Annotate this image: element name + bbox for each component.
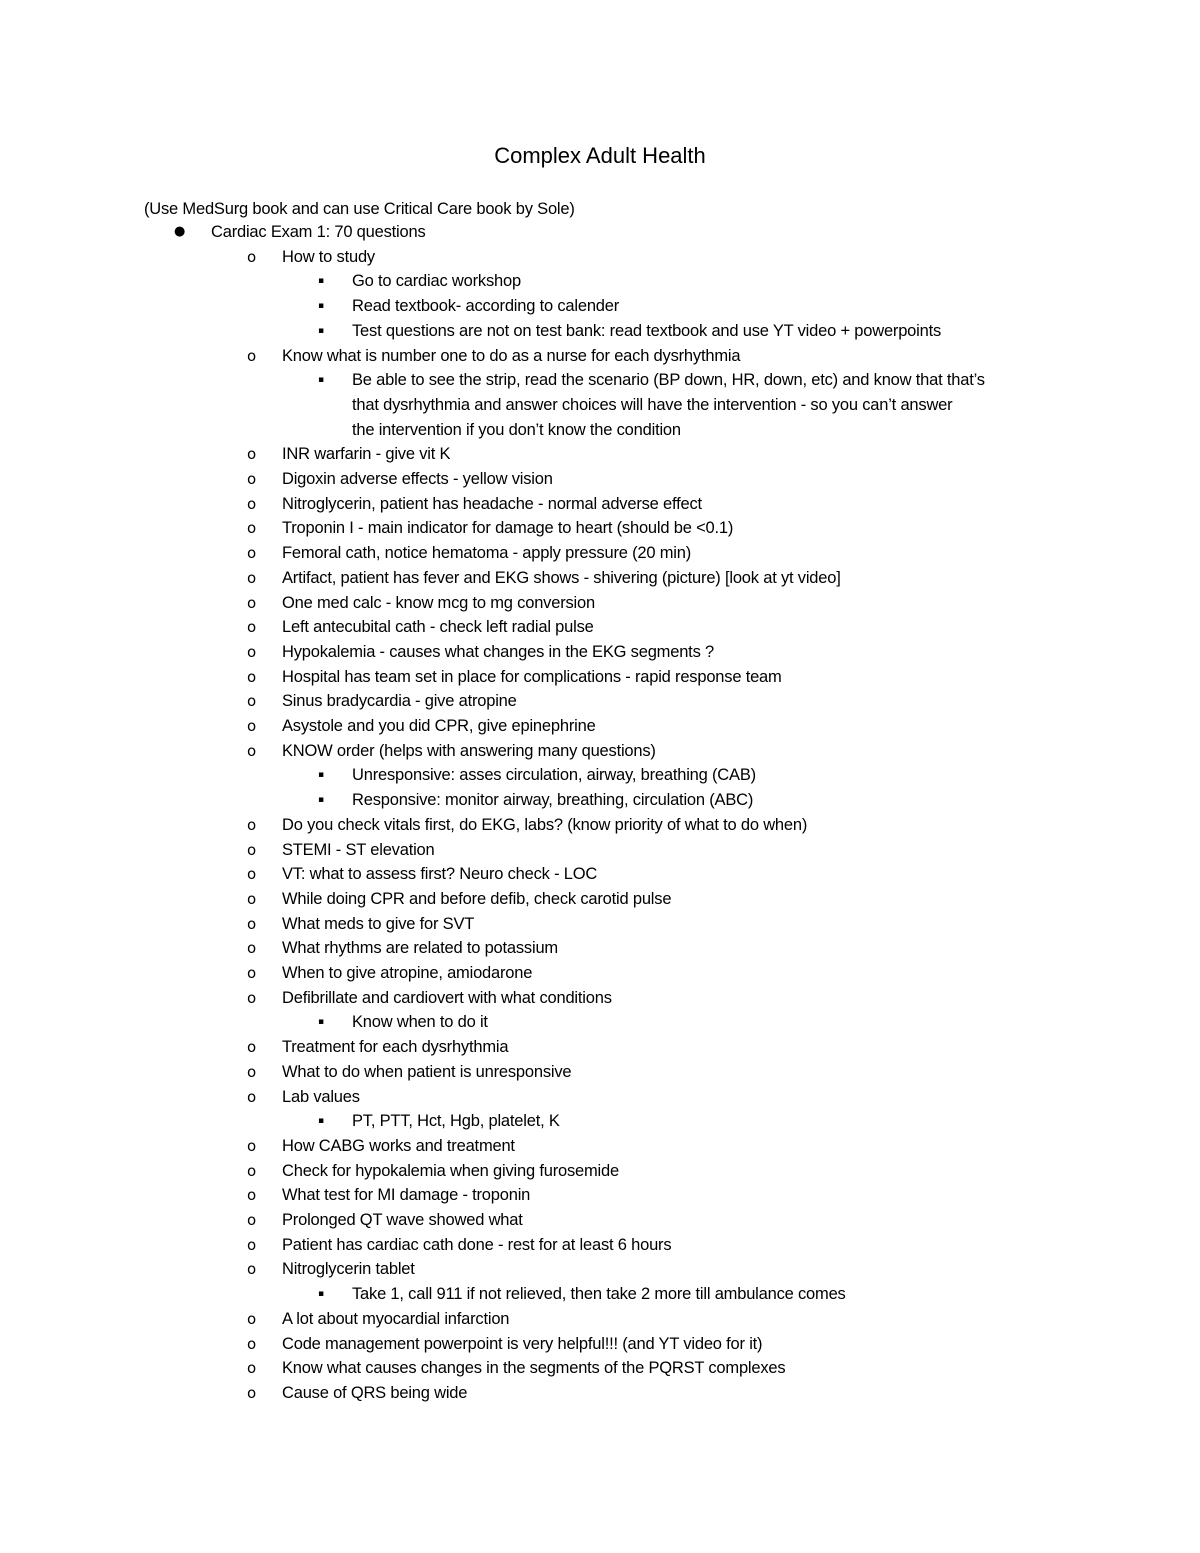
- bullet-circle-icon: o: [247, 840, 257, 859]
- list-item-level-2: Know what is number one to do as a nurse for each dysrhythmia: [282, 346, 741, 365]
- bullet-circle-icon: o: [247, 1136, 257, 1155]
- list-item-level-2: Nitroglycerin, patient has headache - normal adverse effect: [282, 494, 702, 513]
- bullet-circle-icon: o: [247, 988, 257, 1007]
- list-item-level-2: When to give atropine, amiodarone: [282, 964, 533, 982]
- bullet-circle-icon: o: [247, 1309, 257, 1328]
- list-item-level-2: How CABG works and treatment: [282, 1136, 515, 1155]
- list-item-level-2: Know what causes changes in the segments of the PQRST complexes: [282, 1359, 786, 1378]
- bullet-circle-icon: o: [247, 618, 257, 637]
- bullet-circle-icon: o: [247, 717, 257, 735]
- list-item-level-2: Defibrillate and cardiovert with what conditions: [282, 988, 612, 1007]
- list-item-level-2: Treatment for each dysrhythmia: [282, 1038, 509, 1057]
- bullet-circle-icon: o: [247, 494, 257, 513]
- bullet-circle-icon: o: [247, 1087, 257, 1106]
- intro-note: (Use MedSurg book and can use Critical Care book by Sole): [144, 200, 575, 218]
- bullet-circle-icon: o: [247, 1334, 257, 1353]
- bullet-circle-icon: o: [247, 914, 257, 933]
- list-item-level-3: PT, PTT, Hct, Hgb, platelet, K: [352, 1112, 560, 1131]
- list-item-level-2: INR warfarin - give vit K: [282, 445, 451, 464]
- list-item-level-2: While doing CPR and before defib, check carotid pulse: [282, 889, 672, 908]
- list-item-level-2: Cause of QRS being wide: [282, 1383, 468, 1402]
- bullet-circle-icon: o: [247, 1260, 257, 1279]
- bullet-circle-icon: o: [247, 445, 257, 464]
- bullet-disc-icon: ●: [174, 224, 186, 239]
- list-item-level-3: Know when to do it: [352, 1013, 488, 1032]
- list-item-level-2: Do you check vitals first, do EKG, labs? (know priority of what to do when): [282, 815, 808, 834]
- page-title: Complex Adult Health: [494, 143, 706, 168]
- list-item-level-2: Artifact, patient has fever and EKG shows - shivering (picture) [look at yt video]: [282, 568, 841, 587]
- bullet-circle-icon: o: [247, 544, 257, 563]
- list-item-level-2: What rhythms are related to potassium: [282, 939, 558, 958]
- list-item-level-2: Check for hypokalemia when giving furosemide: [282, 1161, 619, 1180]
- bullet-circle-icon: o: [247, 1359, 257, 1378]
- bullet-circle-icon: o: [247, 593, 257, 612]
- bullet-circle-icon: o: [247, 346, 257, 365]
- bullet-circle-icon: o: [247, 519, 257, 538]
- bullet-square-icon: ▪: [318, 375, 325, 386]
- list-item-level-3: Take 1, call 911 if not relieved, then take 2 more till ambulance comes: [352, 1285, 846, 1304]
- bullet-circle-icon: o: [247, 741, 257, 760]
- bullet-circle-icon: o: [247, 865, 257, 884]
- bullet-square-icon: ▪: [318, 1289, 325, 1300]
- list-item-level-2: Lab values: [282, 1087, 360, 1106]
- list-item-level-1: Cardiac Exam 1: 70 questions: [211, 223, 426, 241]
- bullet-circle-icon: o: [247, 1062, 257, 1081]
- bullet-circle-icon: o: [247, 692, 257, 711]
- bullet-circle-icon: o: [247, 568, 257, 587]
- list-item-level-2: Patient has cardiac cath done - rest for at least 6 hours: [282, 1235, 672, 1254]
- list-item-level-2: Troponin I - main indicator for damage to heart (should be <0.1): [282, 519, 734, 538]
- bullet-circle-icon: o: [247, 470, 257, 488]
- list-item-level-2: Nitroglycerin tablet: [282, 1260, 415, 1279]
- bullet-circle-icon: o: [247, 939, 257, 958]
- list-item-continuation: the intervention if you don’t know the condition: [352, 420, 681, 439]
- bullet-circle-icon: o: [247, 1383, 257, 1402]
- list-item-level-3: Read textbook- according to calender: [352, 297, 620, 316]
- list-item-level-2: Left antecubital cath - check left radial pulse: [282, 618, 594, 637]
- list-item-level-3: Test questions are not on test bank: read textbook and use YT video + powerpoints: [352, 321, 942, 340]
- bullet-circle-icon: o: [247, 815, 257, 834]
- bullet-circle-icon: o: [247, 1211, 257, 1229]
- bullet-square-icon: ▪: [318, 301, 325, 312]
- bullet-circle-icon: o: [247, 1186, 257, 1205]
- list-item-level-2: One med calc - know mcg to mg conversion: [282, 593, 595, 612]
- bullet-square-icon: ▪: [318, 325, 325, 336]
- list-item-continuation: that dysrhythmia and answer choices will have the intervention - so you can’t answer: [352, 395, 953, 414]
- bullet-circle-icon: o: [247, 667, 257, 686]
- list-item-level-2: Asystole and you did CPR, give epinephrine: [282, 717, 596, 735]
- bullet-circle-icon: o: [247, 247, 257, 266]
- list-item-level-3: Go to cardiac workshop: [352, 272, 521, 291]
- list-item-level-3: Unresponsive: asses circulation, airway, breathing (CAB): [352, 766, 756, 785]
- bullet-circle-icon: o: [247, 1161, 257, 1180]
- list-item-level-2: What test for MI damage - troponin: [282, 1186, 531, 1205]
- bullet-circle-icon: o: [247, 642, 257, 661]
- list-item-level-2: A lot about myocardial infarction: [282, 1309, 510, 1328]
- bullet-circle-icon: o: [247, 1235, 257, 1254]
- list-item-level-2: What meds to give for SVT: [282, 914, 475, 933]
- list-item-level-2: KNOW order (helps with answering many questions): [282, 741, 656, 760]
- list-item-level-3: Be able to see the strip, read the scenario (BP down, HR, down, etc) and know that that’s: [352, 371, 985, 390]
- bullet-square-icon: ▪: [318, 1017, 325, 1028]
- list-item-level-2: Hospital has team set in place for complications - rapid response team: [282, 667, 782, 686]
- bullet-circle-icon: o: [247, 964, 257, 982]
- bullet-square-icon: ▪: [318, 1116, 325, 1127]
- list-item-level-2: Digoxin adverse effects - yellow vision: [282, 470, 553, 488]
- bullet-circle-icon: o: [247, 889, 257, 908]
- bullet-square-icon: ▪: [318, 770, 325, 781]
- list-item-level-2: How to study: [282, 247, 375, 266]
- list-item-level-2: STEMI - ST elevation: [282, 840, 435, 859]
- bullet-square-icon: ▪: [318, 276, 325, 287]
- list-item-level-2: What to do when patient is unresponsive: [282, 1062, 572, 1081]
- list-item-level-2: Prolonged QT wave showed what: [282, 1211, 523, 1229]
- bullet-circle-icon: o: [247, 1038, 257, 1057]
- list-item-level-2: Sinus bradycardia - give atropine: [282, 692, 517, 711]
- list-item-level-2: Femoral cath, notice hematoma - apply pressure (20 min): [282, 544, 692, 563]
- list-item-level-3: Responsive: monitor airway, breathing, circulation (ABC): [352, 791, 754, 810]
- list-item-level-2: Code management powerpoint is very helpful!!! (and YT video for it): [282, 1334, 763, 1353]
- list-item-level-2: VT: what to assess first? Neuro check - LOC: [282, 865, 598, 884]
- list-item-level-2: Hypokalemia - causes what changes in the EKG segments ?: [282, 642, 714, 661]
- bullet-square-icon: ▪: [318, 795, 325, 806]
